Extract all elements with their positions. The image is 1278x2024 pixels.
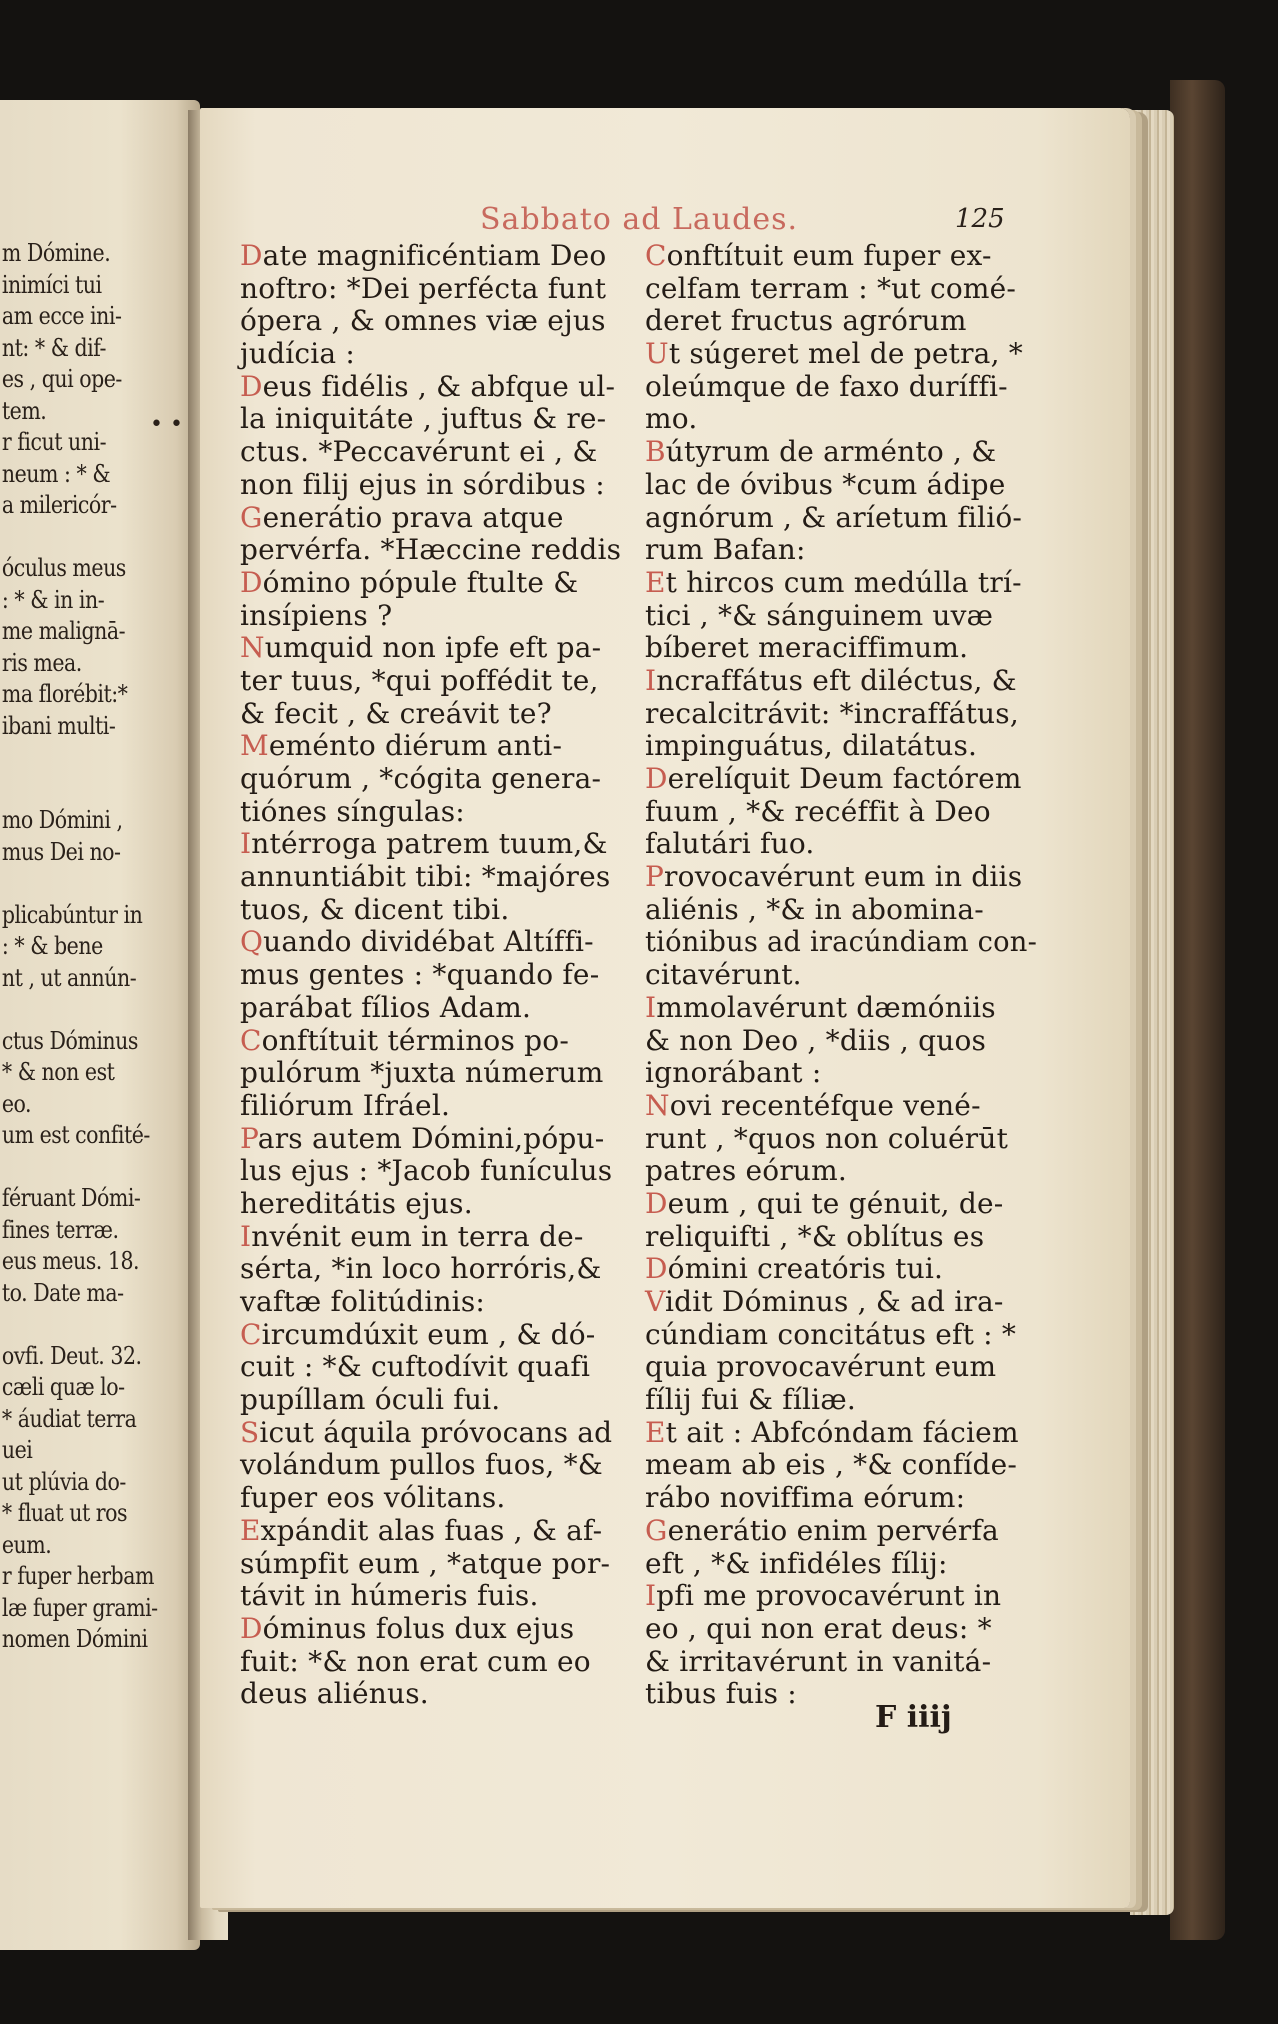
text-line: r fuper herbam xyxy=(1,1562,154,1590)
text-line: Invénit eum in terra de- xyxy=(240,1219,584,1253)
text-line: eus meus. 18. xyxy=(1,1247,140,1275)
text-line: ópera , & omnes viæ ejus xyxy=(240,304,606,338)
text-line: hereditátis ejus. xyxy=(240,1186,473,1220)
text-line: Generátio enim pervérfa xyxy=(645,1513,999,1547)
text-line: quórum , *cógita genera- xyxy=(240,762,602,795)
text-line: Conftítuit eum fuper ex- xyxy=(645,239,992,272)
text-line: læ fuper grami- xyxy=(1,1593,158,1622)
text-line: Et hircos cum medúlla trí- xyxy=(645,565,1022,599)
text-line: Vidit Dóminus , & ad ira- xyxy=(645,1285,1004,1318)
text-line: falutári fuo. xyxy=(645,827,815,861)
text-line: neum : * & xyxy=(1,459,111,488)
text-line: pervérfa. *Hæccine reddis xyxy=(240,533,622,567)
book-cover-edge xyxy=(1170,80,1225,1940)
running-head: Sabbato ad Laudes. xyxy=(480,202,799,237)
text-line: mo Dómini , xyxy=(1,806,123,834)
text-line: Provocavérunt eum in diis xyxy=(645,860,1023,894)
text-column-left xyxy=(240,240,632,1711)
text-line: rum Bafan: xyxy=(645,533,806,567)
text-line: Expándit alas fuas , & af- xyxy=(240,1513,603,1547)
left-page xyxy=(0,100,200,1950)
text-line: ctus. *Peccavérunt ei , & xyxy=(240,435,598,469)
text-line: Circumdúxit eum , & dó- xyxy=(240,1317,596,1351)
text-line: cúndiam concitátus eft : * xyxy=(645,1317,1017,1351)
text-line: ibani multi- xyxy=(1,711,116,740)
text-line: Intérroga patrem tuum,& xyxy=(240,827,608,861)
text-line: impinguátus, dilatátus. xyxy=(645,729,978,763)
text-line: fílij fui & fíliæ. xyxy=(645,1383,856,1417)
text-line: es , qui ope- xyxy=(1,365,122,393)
text-line: Pars autem Dómini,pópu- xyxy=(240,1121,605,1155)
text-line: nt: * & dif- xyxy=(1,333,107,362)
text-line: lac de óvibus *cum ádipe xyxy=(645,467,1006,501)
text-line: pulórum *juxta númerum xyxy=(240,1056,604,1090)
text-line: ovfi. Deut. 32. xyxy=(1,1341,142,1370)
text-line xyxy=(0,994,190,1026)
text-line: : * & in in- xyxy=(1,585,105,614)
signature-mark: F iiij xyxy=(875,1700,952,1735)
page-number: 125 xyxy=(955,204,1005,234)
text-line xyxy=(0,1309,190,1341)
text-line: féruant Dómi- xyxy=(1,1184,141,1212)
text-line: * fluat ut ros xyxy=(1,1499,128,1527)
text-line: ut plúvia do- xyxy=(1,1467,126,1496)
text-line: deret fructus agrórum xyxy=(645,304,967,338)
text-line: Quando dividébat Altíffi- xyxy=(240,925,594,959)
text-line: um est confité- xyxy=(1,1121,150,1149)
text-line: pupíllam óculi fui. xyxy=(240,1383,501,1417)
text-line: Conftítuit términos po- xyxy=(240,1023,569,1057)
text-line: meam ab eis , *& confíde- xyxy=(645,1448,1018,1482)
text-line: & non Deo , *diis , quos xyxy=(645,1023,987,1057)
text-line: * áudiat terra xyxy=(1,1404,137,1433)
text-line: mus Dei no- xyxy=(1,837,121,866)
text-line xyxy=(0,522,190,554)
text-line: Ut súgeret mel de petra, * xyxy=(645,337,1023,371)
text-line: eo. xyxy=(1,1089,32,1118)
text-line: eft , *& infidéles fílij: xyxy=(645,1546,948,1580)
text-line: am ecce ini- xyxy=(1,302,122,330)
left-page-text xyxy=(0,238,200,1656)
text-line: Bútyrum de arménto , & xyxy=(645,435,997,469)
text-line: reliquifti , *& oblítus es xyxy=(645,1219,985,1253)
text-line: patres eórum. xyxy=(645,1154,847,1188)
text-line: távit in húmeris fuis. xyxy=(240,1579,539,1613)
text-line: tici , *& sánguinem uvæ xyxy=(645,598,994,632)
text-line: parábat fílios Adam. xyxy=(240,990,532,1024)
text-line: fuper eos vólitans. xyxy=(240,1481,506,1515)
text-line: óculus meus xyxy=(1,554,126,582)
text-line: eo , qui non erat deus: * xyxy=(645,1611,992,1645)
text-line: oleúmque de faxo duríffi- xyxy=(645,369,1008,403)
text-line: súmpfit eum , *atque por- xyxy=(240,1546,611,1580)
text-line: eum. xyxy=(1,1530,52,1559)
text-line: insípiens ? xyxy=(240,598,393,632)
text-line: lus ejus : *Jacob funículus xyxy=(240,1154,613,1188)
text-line: Et ait : Abfcóndam fáciem xyxy=(645,1415,1019,1449)
text-line: mo. xyxy=(645,402,698,436)
text-line: ter tuus, *qui poffédit te, xyxy=(240,663,599,697)
page-block-edge xyxy=(1130,110,1174,1915)
text-line: & irritavérunt in vanitá- xyxy=(645,1644,992,1678)
text-line: citavérunt. xyxy=(645,958,802,992)
text-line: ris mea. xyxy=(1,648,82,677)
text-line: annuntiábit tibi: *majóres xyxy=(240,860,611,894)
text-line: : * & bene xyxy=(1,932,103,960)
margin-marker: • • xyxy=(150,412,183,437)
text-line: fuum , *& recéffit à Deo xyxy=(645,794,991,828)
text-line: Numquid non ipfe eft pa- xyxy=(240,631,602,665)
text-line: Deum , qui te génuit, de- xyxy=(645,1186,1004,1220)
text-line: Dóminus folus dux ejus xyxy=(240,1611,575,1645)
text-line: Incraffátus eft diléctus, & xyxy=(645,663,1017,697)
text-line: filiórum Ifráel. xyxy=(240,1088,451,1122)
text-line: tem. xyxy=(1,396,47,425)
text-line: Meménto diérum anti- xyxy=(240,729,563,763)
text-line: quia provocavérunt eum xyxy=(645,1350,997,1384)
text-line: plicabúntur in xyxy=(1,900,143,929)
text-line: & fecit , & creávit te? xyxy=(240,696,552,730)
text-line: inimíci tui xyxy=(1,270,102,299)
text-line: tiónibus ad iracúndiam con- xyxy=(645,925,1037,959)
text-line: noftro: *Dei perfécta funt xyxy=(240,271,607,305)
text-line: a milericór- xyxy=(1,491,117,519)
text-line xyxy=(0,868,190,900)
text-line xyxy=(0,1152,190,1184)
text-line: judícia : xyxy=(240,337,356,371)
text-line: Ipfi me provocavérunt in xyxy=(645,1579,1002,1613)
text-line: Dómino pópule ftulte & xyxy=(240,565,579,599)
text-line: non filij ejus in sórdibus : xyxy=(240,467,605,501)
text-line: ma florébit:* xyxy=(1,680,128,708)
text-line: * & non est xyxy=(1,1058,115,1086)
text-line: m Dómine. xyxy=(1,239,111,267)
text-line: ctus Dóminus xyxy=(1,1026,138,1055)
text-line xyxy=(0,774,190,806)
text-line: fines terræ. xyxy=(1,1215,119,1244)
text-line: Date magnificéntiam Deo xyxy=(240,239,607,272)
text-line: nt , ut annún- xyxy=(1,963,137,992)
text-line: ignorábant : xyxy=(645,1056,822,1090)
text-line: uei xyxy=(1,1436,33,1464)
text-line: tuos, & dicent tibi. xyxy=(240,892,510,926)
text-line: sérta, *in loco horróris,& xyxy=(240,1252,602,1286)
text-line: tibus fuis : xyxy=(645,1677,797,1711)
text-line: tiónes síngulas: xyxy=(240,794,465,828)
text-line: Derelíquit Deum factórem xyxy=(645,762,1022,795)
text-line: Novi recentéfque vené- xyxy=(645,1088,981,1122)
text-line: Dómini creatóris tui. xyxy=(645,1252,944,1286)
text-line: me malignā- xyxy=(1,617,126,645)
text-line: celfam terram : *ut comé- xyxy=(645,271,1017,305)
text-line: r ficut uni- xyxy=(1,428,107,456)
text-line: aliénis , *& in abomina- xyxy=(645,892,984,926)
text-line: bíberet meraciffimum. xyxy=(645,631,969,665)
text-column-right xyxy=(645,240,1037,1711)
text-line: runt , *quos non coluérūt xyxy=(645,1121,1009,1155)
text-line: rábo noviffima eórum: xyxy=(645,1481,966,1515)
text-line: agnórum , & aríetum filió- xyxy=(645,500,1023,534)
text-line: Generátio prava atque xyxy=(240,500,564,534)
text-line: Immolavérunt dæmóniis xyxy=(645,990,996,1024)
text-line: nomen Dómini xyxy=(1,1625,148,1653)
text-line: cæli quæ lo- xyxy=(1,1373,125,1401)
text-line: Sicut áquila próvocans ad xyxy=(240,1415,613,1449)
text-line: Deus fidélis , & abfque ul- xyxy=(240,369,616,403)
text-line: vaftæ folitúdinis: xyxy=(240,1285,486,1318)
text-line: recalcitrávit: *incraffátus, xyxy=(645,696,1019,730)
text-line: volándum pullos fuos, *& xyxy=(240,1448,603,1482)
text-line xyxy=(0,742,190,774)
text-line: deus aliénus. xyxy=(240,1677,429,1711)
text-line: la iniquitáte , juftus & re- xyxy=(240,402,607,436)
text-line: fuit: *& non erat cum eo xyxy=(240,1644,591,1678)
text-line: cuit : *& cuftodívit quafi xyxy=(240,1350,591,1384)
text-line: mus gentes : *quando fe- xyxy=(240,958,600,992)
text-line: to. Date ma- xyxy=(1,1278,124,1307)
